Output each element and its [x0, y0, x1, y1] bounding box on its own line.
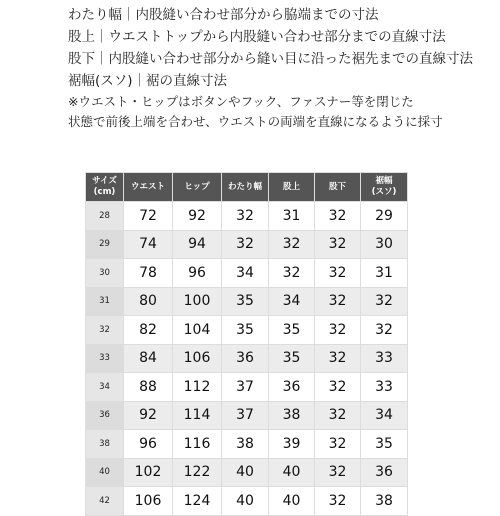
- measurement-cell: 32: [315, 430, 361, 459]
- measurement-cell: 36: [361, 458, 408, 487]
- measurement-cell: 35: [222, 316, 269, 345]
- measurement-cell: 37: [222, 373, 269, 402]
- measurement-cell: 124: [173, 487, 222, 516]
- header-matagami: 股上: [269, 173, 315, 202]
- measurement-cell: 94: [173, 230, 222, 259]
- measurement-cell: 33: [361, 373, 408, 402]
- measurement-cell: 37: [222, 401, 269, 430]
- measurement-cell: 31: [361, 259, 408, 288]
- size-cell: 33: [86, 344, 124, 373]
- measurement-cell: 100: [173, 287, 222, 316]
- measurement-cell: 32: [315, 458, 361, 487]
- measurement-cell: 30: [361, 230, 408, 259]
- size-chart-table: [85, 172, 408, 516]
- measurement-cell: 32: [315, 316, 361, 345]
- table-row: [86, 230, 408, 259]
- note-susohaba: 裾幅(スソ)｜裾の直線寸法: [68, 73, 228, 89]
- measurement-cell: 82: [124, 316, 173, 345]
- size-cell: 32: [86, 316, 124, 345]
- measurement-cell: 32: [315, 487, 361, 516]
- measurement-cell: 39: [269, 430, 315, 459]
- size-cell: 29: [86, 230, 124, 259]
- measurement-cell: 114: [173, 401, 222, 430]
- table-row: [86, 202, 408, 231]
- remark-line-2: 状態で前後上端を合わせ、ウエストの両端を直線になるように採寸: [68, 114, 443, 129]
- measurement-cell: 88: [124, 373, 173, 402]
- size-cell: 30: [86, 259, 124, 288]
- remark-line-1: ※ウエスト・ヒップはボタンやフック、ファスナー等を閉じた: [68, 94, 414, 109]
- measurement-cell: 78: [124, 259, 173, 288]
- measurement-cell: 40: [222, 487, 269, 516]
- table-row: [86, 401, 408, 430]
- measurement-cell: 34: [222, 259, 269, 288]
- table-row: [86, 344, 408, 373]
- header-size: サイズ (cm): [86, 173, 124, 202]
- measurement-cell: 80: [124, 287, 173, 316]
- table-header-row: [86, 173, 408, 202]
- measurement-cell: 32: [269, 259, 315, 288]
- measurement-cell: 35: [222, 287, 269, 316]
- header-hip: ヒップ: [173, 173, 222, 202]
- measurement-cell: 32: [315, 202, 361, 231]
- measurement-cell: 36: [269, 373, 315, 402]
- measurement-cell: 96: [173, 259, 222, 288]
- table-row: [86, 259, 408, 288]
- measurement-cell: 36: [222, 344, 269, 373]
- measurement-cell: 40: [269, 458, 315, 487]
- size-cell: 34: [86, 373, 124, 402]
- note-matagami: 股上｜ウエストトップから内股縫い合わせ部分までの直線寸法: [68, 29, 446, 45]
- measurement-cell: 32: [315, 259, 361, 288]
- measurement-cell: 92: [173, 202, 222, 231]
- size-cell: 36: [86, 401, 124, 430]
- measurement-cell: 40: [269, 487, 315, 516]
- size-cell: 31: [86, 287, 124, 316]
- measurement-cell: 74: [124, 230, 173, 259]
- measurement-cell: 72: [124, 202, 173, 231]
- measurement-cell: 32: [315, 344, 361, 373]
- measurement-cell: 84: [124, 344, 173, 373]
- measurement-cell: 34: [361, 401, 408, 430]
- measurement-cell: 32: [315, 401, 361, 430]
- header-watari: わたり幅: [222, 173, 269, 202]
- header-matashita: 股下: [315, 173, 361, 202]
- measurement-cell: 32: [222, 202, 269, 231]
- table-row: [86, 287, 408, 316]
- measurement-cell: 102: [124, 458, 173, 487]
- measurement-cell: 38: [222, 430, 269, 459]
- size-notes: [68, 4, 498, 132]
- measurement-cell: 31: [269, 202, 315, 231]
- measurement-cell: 32: [361, 287, 408, 316]
- measurement-cell: 29: [361, 202, 408, 231]
- measurement-cell: 35: [361, 430, 408, 459]
- measurement-cell: 34: [269, 287, 315, 316]
- measurement-cell: 38: [361, 487, 408, 516]
- table-row: [86, 316, 408, 345]
- measurement-cell: 96: [124, 430, 173, 459]
- note-watari: わたり幅｜内股縫い合わせ部分から脇端までの寸法: [68, 7, 379, 23]
- measurement-cell: 35: [269, 344, 315, 373]
- measurement-cell: 104: [173, 316, 222, 345]
- size-cell: 28: [86, 202, 124, 231]
- measurement-cell: 112: [173, 373, 222, 402]
- size-cell: 40: [86, 458, 124, 487]
- table-row: [86, 430, 408, 459]
- measurement-cell: 35: [269, 316, 315, 345]
- measurement-cell: 106: [173, 344, 222, 373]
- size-cell: 42: [86, 487, 124, 516]
- measurement-cell: 33: [361, 344, 408, 373]
- header-waist: ウエスト: [124, 173, 173, 202]
- measurement-cell: 32: [222, 230, 269, 259]
- measurement-cell: 32: [315, 373, 361, 402]
- table-row: [86, 487, 408, 516]
- measurement-cell: 116: [173, 430, 222, 459]
- table-row: [86, 373, 408, 402]
- note-matashita: 股下｜内股縫い合わせ部分から縫い目に沿った裾先までの直線寸法: [68, 51, 473, 67]
- table-row: [86, 458, 408, 487]
- measurement-cell: 38: [269, 401, 315, 430]
- measurement-cell: 32: [315, 287, 361, 316]
- measurement-cell: 40: [222, 458, 269, 487]
- measurement-cell: 106: [124, 487, 173, 516]
- header-susohaba: 裾幅 (スソ): [361, 173, 408, 202]
- table-body: [86, 202, 408, 516]
- measurement-cell: 32: [315, 230, 361, 259]
- measurement-cell: 92: [124, 401, 173, 430]
- size-cell: 38: [86, 430, 124, 459]
- measurement-cell: 32: [361, 316, 408, 345]
- measurement-cell: 122: [173, 458, 222, 487]
- measurement-cell: 32: [269, 230, 315, 259]
